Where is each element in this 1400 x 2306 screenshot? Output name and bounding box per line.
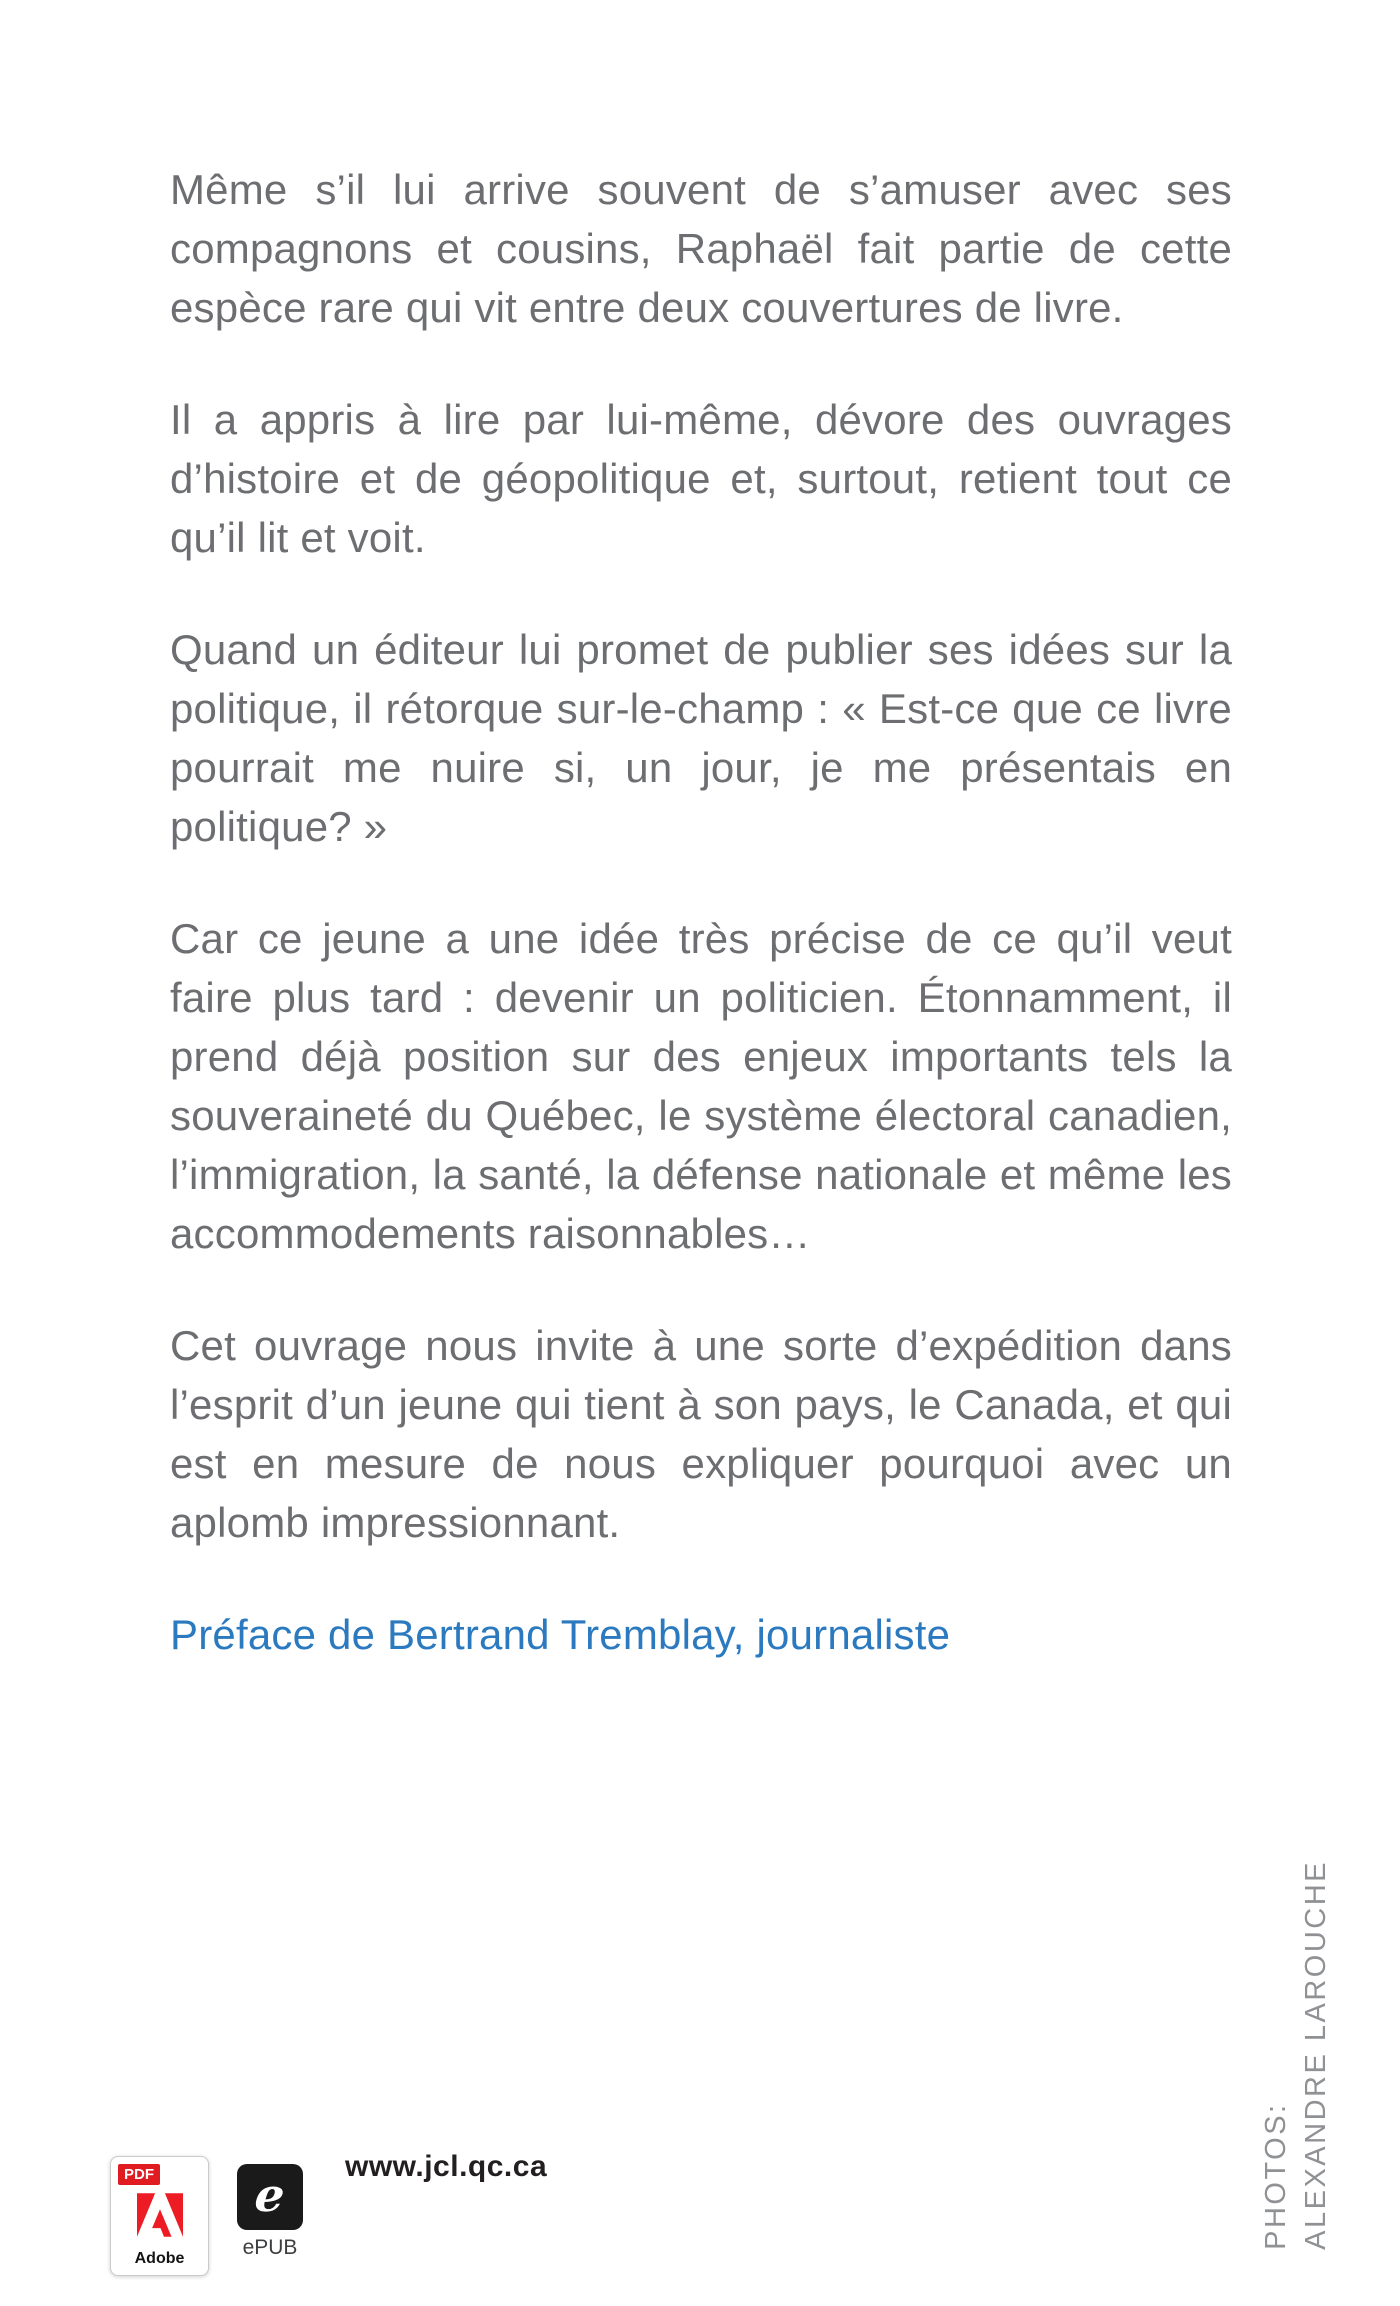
synopsis-paragraph-1: Même s’il lui arrive souvent de s’amuser avec ses compagnons et cousins, Raphaël fait partie de cette espèce rare qui vit entre deux couvertures de livre.	[170, 166, 1232, 331]
synopsis-paragraph-3: Quand un éditeur lui promet de publier ses idées sur la politique, il rétorque sur-le-champ : « Est-ce que ce livre pourrait me nuire si, un jour, je me présentais en politique? »	[170, 626, 1232, 850]
photo-credit-name: ALEXANDRE LAROUCHE	[1300, 1860, 1332, 2250]
adobe-logo-icon	[137, 2193, 183, 2237]
photo-credit-label: PHOTOS:	[1260, 2102, 1292, 2250]
preface-line: Préface de Bertrand Tremblay, journaliste	[170, 1611, 951, 1658]
pdf-tag-label: PDF	[118, 2164, 160, 2185]
synopsis-paragraph-5: Cet ouvrage nous invite à une sorte d’expédition dans l’esprit d’un jeune qui tient à son pays, le Canada, et qui est en mesure de nous expliquer pourquoi avec un aplomb impressionnant.	[170, 1322, 1232, 1546]
adobe-pdf-icon	[110, 2156, 209, 2276]
synopsis	[170, 160, 1232, 1664]
epub-icon	[237, 2164, 303, 2230]
synopsis-paragraph-4: Car ce jeune a une idée très précise de ce qu’il veut faire plus tard : devenir un politicien. Étonnamment, il prend déjà position sur des enjeux importants tels la souveraineté du Québec, le système électoral canadien, l’immigration, la santé, la défense nationale et même les accommodements raisonnables…	[170, 915, 1232, 1257]
synopsis-paragraph-2: Il a appris à lire par lui-même, dévore des ouvrages d’histoire et de géopolitique et, surtout, retient tout ce qu’il lit et voit.	[170, 396, 1232, 561]
photo-credit	[1256, 1860, 1336, 2250]
epub-label: ePUB	[242, 2236, 298, 2259]
publisher-website: www.jcl.qc.ca	[345, 2150, 548, 2183]
adobe-label: Adobe	[134, 2250, 185, 2267]
epub-glyph: e	[252, 2168, 288, 2222]
